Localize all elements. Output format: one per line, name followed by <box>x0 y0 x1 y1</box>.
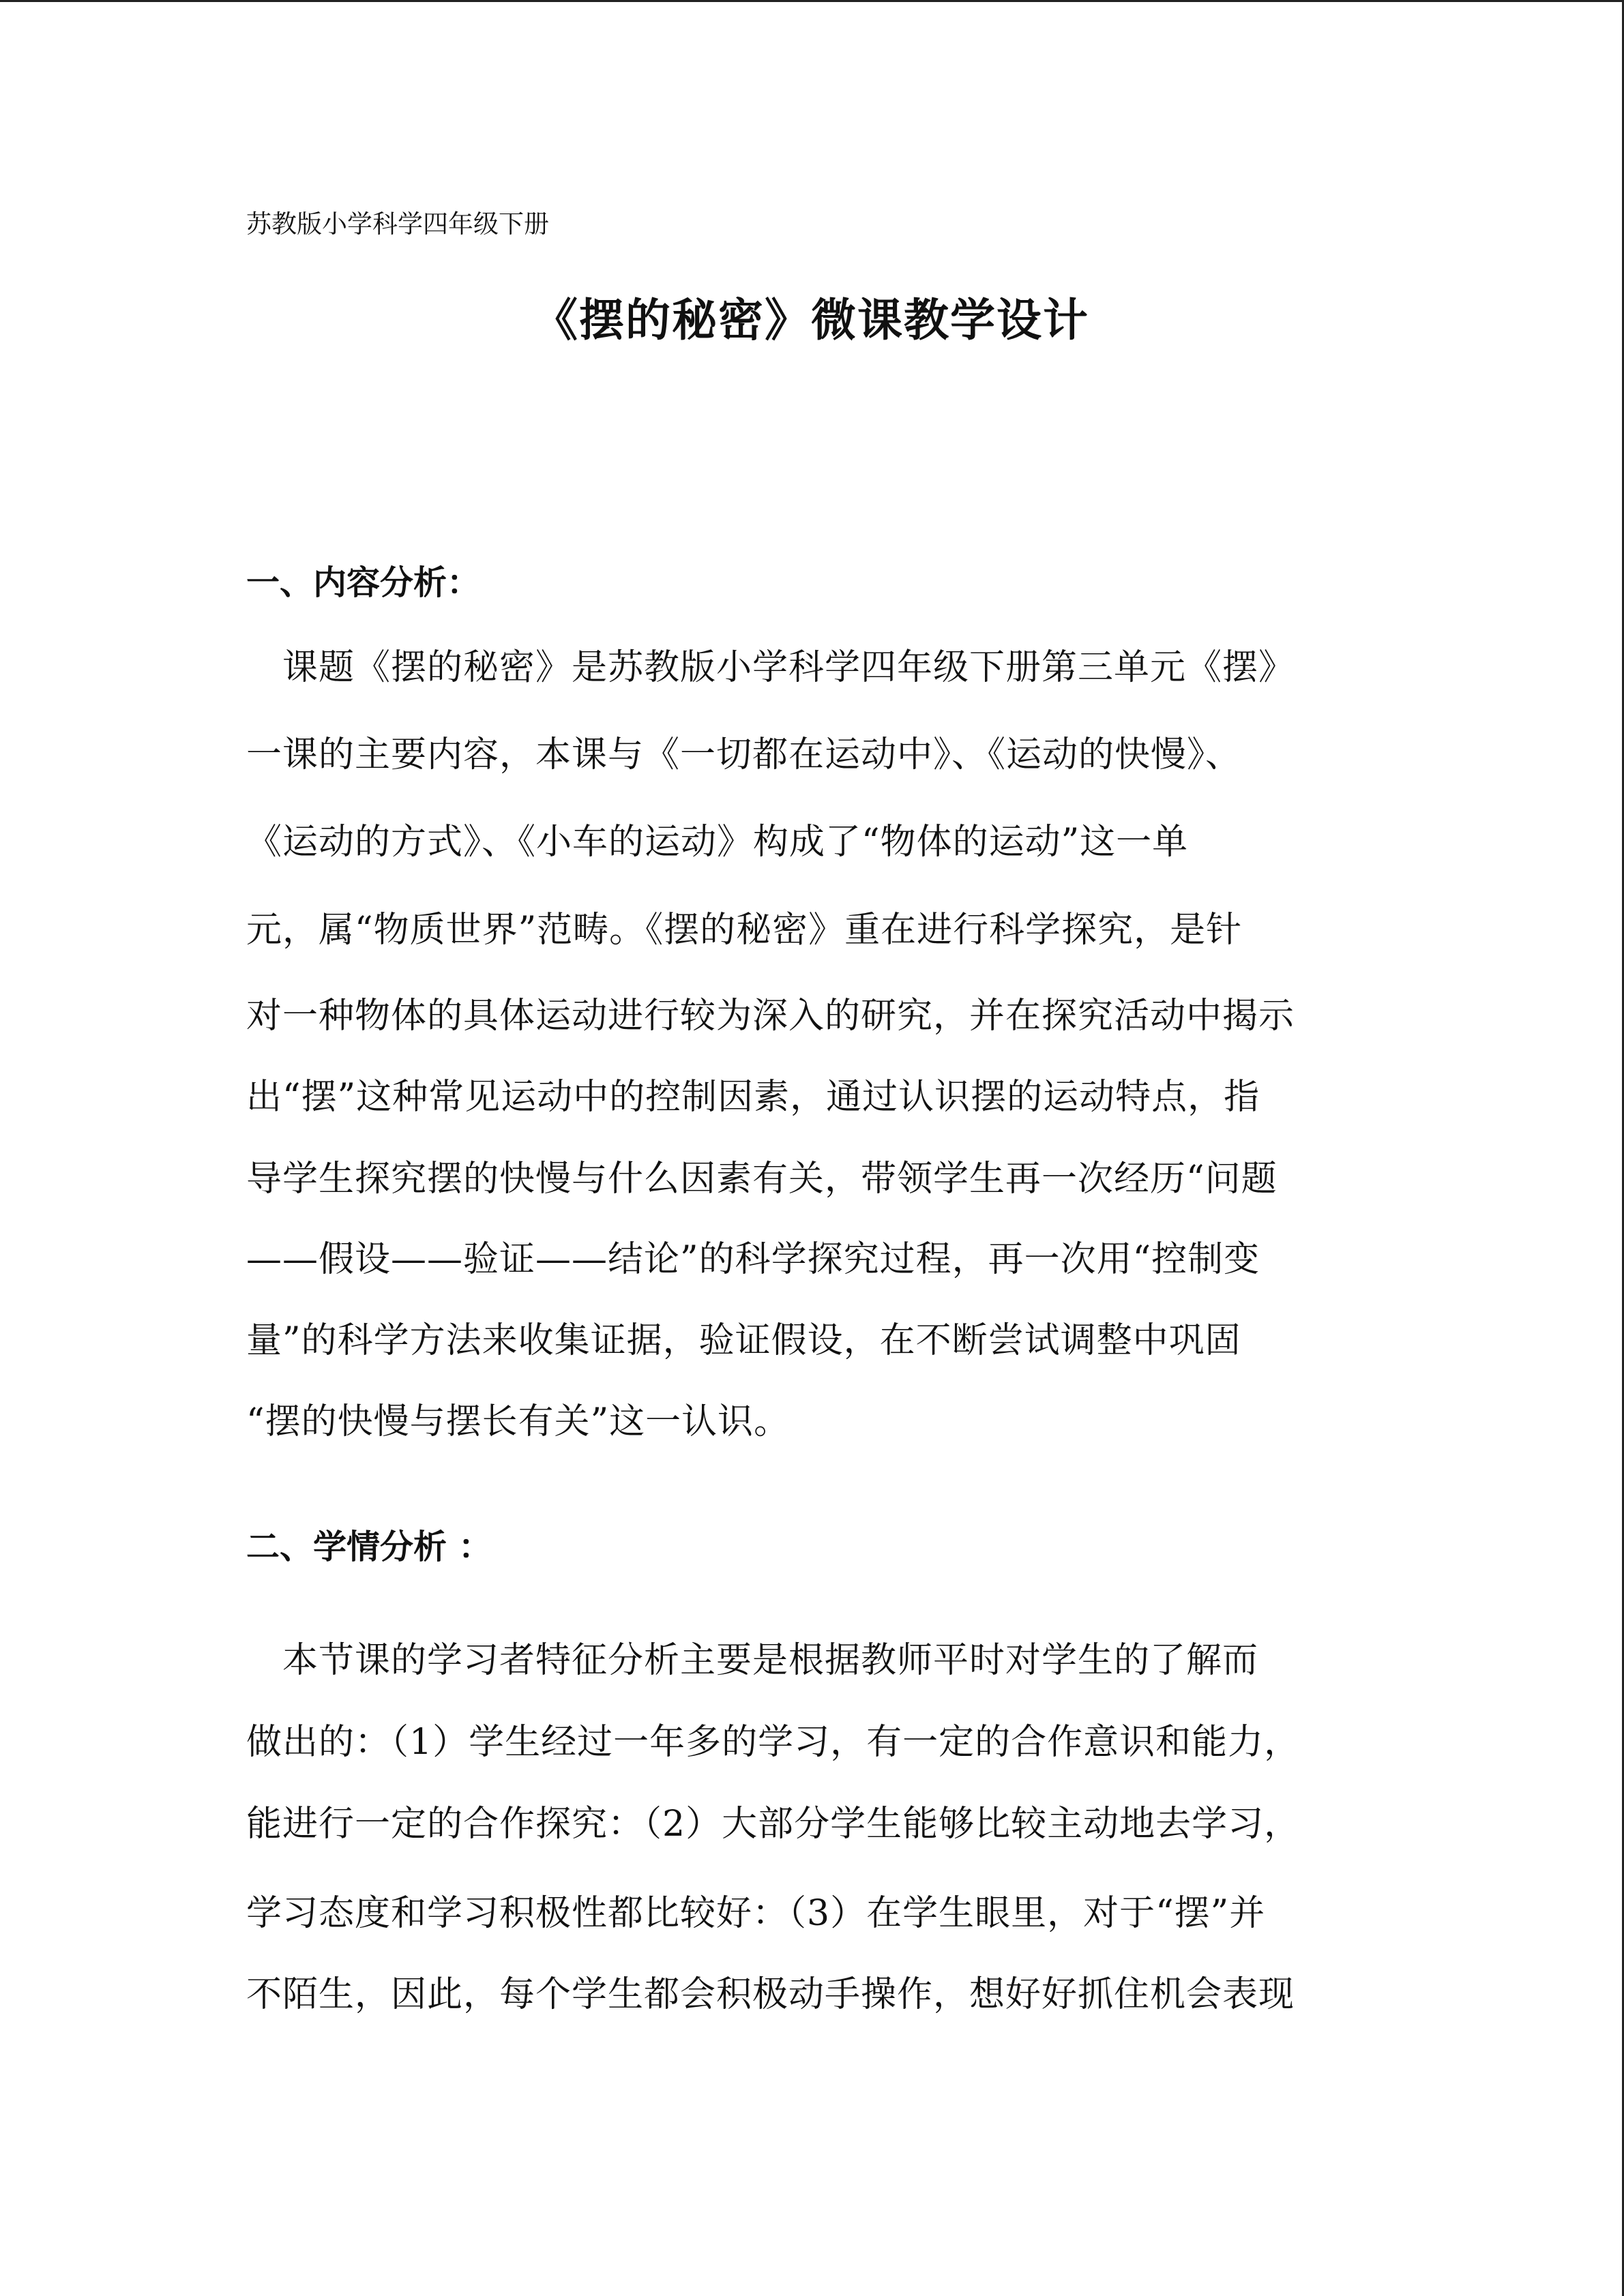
paragraph-line: 做出的：（1）学生经过一年多的学习，有一定的合作意识和能力， <box>246 1722 1301 1763</box>
paragraph-line: 课题《摆的秘密》是苏教版小学科学四年级下册第三单元《摆》 <box>246 647 1295 688</box>
document-header: 苏教版小学科学四年级下册 <box>246 209 549 239</box>
paragraph-line: 元，属“物质世界”范畴。《摆的秘密》重在进行科学探究，是针 <box>246 910 1243 951</box>
section-heading-learner-analysis: 二、学情分析 ： <box>246 1527 492 1566</box>
paragraph-line: 《运动的方式》、《小车的运动》构成了“物体的运动”这一单 <box>246 822 1189 863</box>
paragraph-line: 学习态度和学习积极性都比较好：（3）在学生眼里，对于“摆”并 <box>246 1893 1266 1934</box>
paragraph-line: ——假设——验证——结论”的科学探究过程，再一次用“控制变 <box>246 1239 1260 1280</box>
section-heading-content-analysis: 一、内容分析： <box>246 563 481 602</box>
paragraph-line: “摆的快慢与摆长有关”这一认识。 <box>246 1401 791 1442</box>
paragraph-line: 对一种物体的具体运动进行较为深入的研究，并在探究活动中揭示 <box>246 996 1295 1037</box>
paragraph-line: 一课的主要内容，本课与《一切都在运动中》、《运动的快慢》、 <box>246 734 1242 775</box>
paragraph-line: 能进行一定的合作探究：（2）大部分学生能够比较主动地去学习， <box>246 1804 1301 1845</box>
paragraph-line: 本节课的学习者特征分析主要是根据教师平时对学生的了解而 <box>246 1640 1259 1681</box>
paragraph-line: 量”的科学方法来收集证据，验证假设，在不断尝试调整中巩固 <box>246 1320 1241 1361</box>
document-title: 《摆的秘密》微课教学设计 <box>533 294 1089 346</box>
paragraph-line: 出“摆”这种常见运动中的控制因素，通过认识摆的运动特点，指 <box>246 1077 1260 1118</box>
paragraph-line: 导学生探究摆的快慢与什么因素有关，带领学生再一次经历“问题 <box>246 1159 1278 1199</box>
paragraph-line: 不陌生，因此，每个学生都会积极动手操作，想好好抓住机会表现 <box>246 1974 1295 2015</box>
